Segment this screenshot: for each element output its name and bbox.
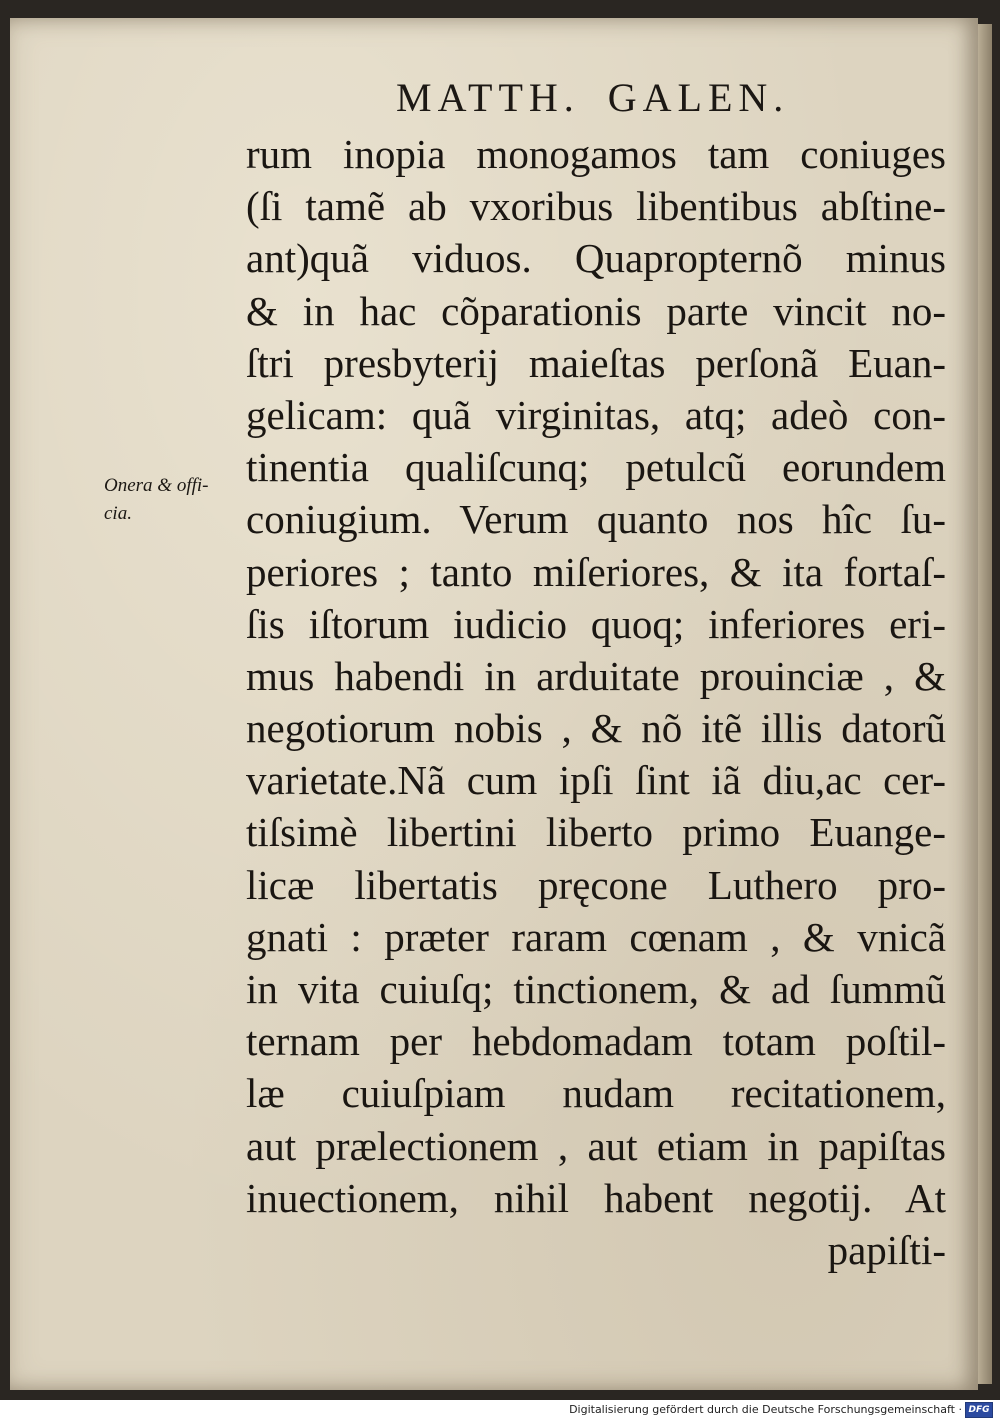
marginal-note-line: cia. [104,503,132,524]
text-line: gnati : præter raram cœnam , & vnicã [246,913,946,960]
text-line: rum inopia monogamos tam coniuges [246,131,946,177]
body-text [246,128,946,1276]
footer-credit: Digitalisierung gefördert durch die Deutsche Forschungsgemeinschaft · [569,1403,962,1416]
text-line: inuectionem, nihil habent negotij. At [246,1174,946,1221]
catchword: papiſti- [827,1226,946,1273]
text-line: ſtri presbyterij maieſtas perſonã Euan- [246,339,946,386]
text-line: periores ; tanto miſeriores, & ita fortaſ- [246,548,946,595]
text-line: ternam per hebdomadam totam poſtil- [246,1018,946,1065]
text-line: tiſsimè libertini liberto primo Euange- [246,809,946,856]
text-line: in vita cuiuſq; tinctionem, & ad ſummũ [246,966,946,1012]
text-line: varietate.Nã cum ipſi ſint iã diu,ac cer- [246,757,946,804]
running-head-left: MATTH. [396,75,580,120]
marginal-note-line: Onera & offi- [104,475,209,496]
text-line: aut prælectionem , aut etiam in papiſtas [246,1122,946,1169]
text-line: coniugium. Verum quanto nos hîc ſu- [246,496,946,543]
running-head-right: GALEN. [607,75,790,120]
text-line: gelicam: quã virginitas, atq; adeò con- [246,391,946,438]
running-head [396,74,826,121]
text-line: ant)quã viduos. Quapropternõ minus [246,235,946,282]
text-line: tinentia qualiſcunq; petulcũ eorundem [246,444,946,491]
text-line: mus habendi in arduitate prouinciæ , & [246,652,946,699]
text-line: licæ libertatis pręcone Luthero pro- [246,861,946,908]
text-line: negotiorum nobis , & nõ itẽ illis datorũ [246,705,946,752]
marginal-note [104,472,244,528]
text-line: (ſi tamẽ ab vxoribus libentibus abſtine- [246,183,946,230]
text-line: & in hac cõparationis parte vincit no- [246,287,946,334]
page-edge [978,24,992,1384]
dfg-logo-icon: DFG [965,1402,993,1418]
text-line: ſis iſtorum iudicio quoq; inferiores eri- [246,600,946,647]
text-line: læ cuiuſpiam nudam recitationem, [246,1070,946,1117]
footer-credit-text: Digitalisierung gefördert durch die Deutsche Forschungsgemeinschaft [569,1403,955,1416]
